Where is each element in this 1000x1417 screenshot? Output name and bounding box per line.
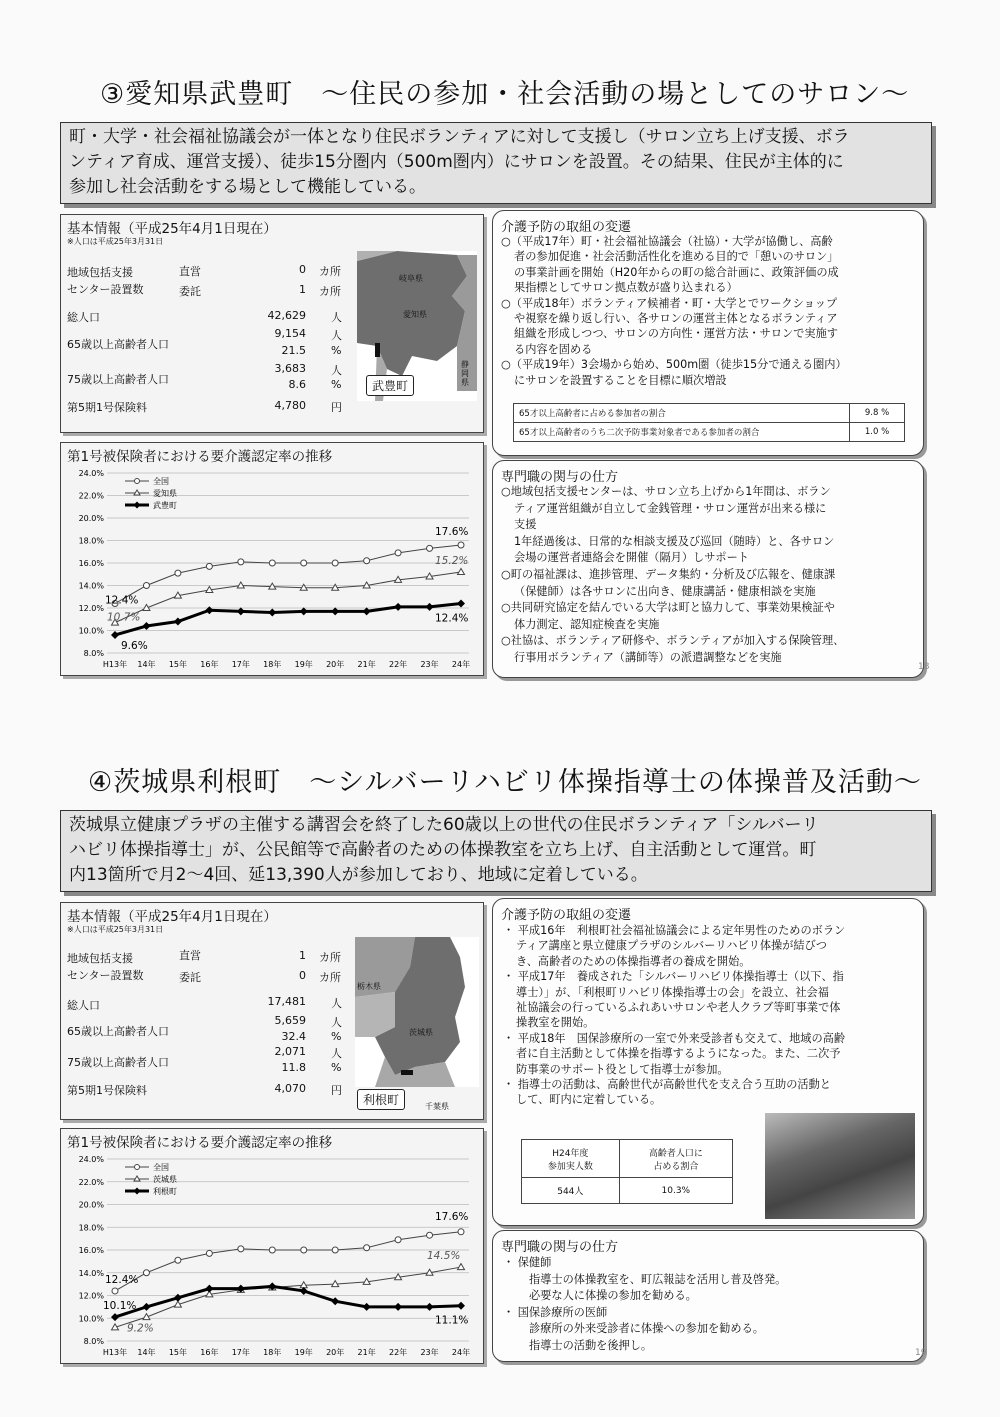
history-line: 組織を形成しつつ、サロンの方向性・運営方法・サロンで実施す	[514, 327, 838, 341]
town-label: 利根町	[357, 1089, 405, 1110]
town-marker	[375, 343, 380, 357]
ibaraki-map	[355, 937, 479, 1087]
table-row	[514, 423, 905, 442]
data-label: 9.6%	[121, 640, 148, 652]
page-number: 19	[915, 1348, 927, 1358]
y-tick-label: 20.0%	[78, 514, 104, 523]
aged75-percent: 11.8	[281, 1061, 306, 1074]
history-line: ○（平成19年）3会場から始め、500m圏（徒歩15分で通える圏内）	[501, 358, 847, 372]
data-point	[269, 560, 275, 566]
professional-line: 指導士の体操教室を、町広報誌を活用し普及啓発。	[529, 1272, 787, 1286]
care-rate-chart	[61, 465, 485, 677]
professional-line: ○社協は、ボランティア研修や、ボランティアが加入する保険管理、	[501, 634, 845, 648]
data-point	[111, 1313, 119, 1321]
aged65-value: 9,154	[274, 327, 306, 340]
aged75-value: 3,683	[274, 362, 306, 375]
legend-marker	[134, 502, 141, 509]
section2-summary-line: ハビリ体操指導士」が、公民館等で高齢者のための体操教室を立ち上げ、自主活動として運営。町	[69, 840, 817, 860]
data-label: 15.2%	[435, 555, 469, 567]
data-point	[142, 1303, 150, 1311]
consign-value: 0	[299, 969, 306, 982]
data-point	[394, 1303, 402, 1311]
population-unit: 人	[331, 997, 342, 1010]
history-line: ティア講座と県立健康プラザのシルバーリハビリ体操が結びつ	[516, 939, 827, 953]
y-tick-label: 16.0%	[78, 1246, 104, 1255]
y-tick-label: 18.0%	[78, 1223, 104, 1233]
table-row	[522, 1140, 733, 1178]
professional-line: ○共同研究協定を結んでいる大学は町と協力して、事業効果検証や	[501, 601, 835, 615]
aged75-unit: 人	[331, 364, 342, 377]
population-label: 総人口	[67, 311, 100, 324]
map-label-shizuoka: 岡	[461, 369, 469, 378]
data-point	[427, 1232, 433, 1238]
aged65-value: 5,659	[274, 1014, 306, 1027]
data-point	[237, 582, 244, 588]
data-point	[457, 1302, 465, 1310]
data-point	[205, 606, 213, 614]
y-tick-label: 24.0%	[78, 1155, 104, 1164]
x-tick-label: 20年	[326, 660, 345, 669]
premium-unit: 円	[331, 401, 342, 414]
population-value: 17,481	[267, 995, 306, 1008]
data-point	[237, 607, 245, 615]
section2-summary	[60, 810, 932, 892]
chart-title: 第1号被保険者における要介護認定率の推移	[67, 1135, 333, 1151]
section2-history	[492, 898, 924, 1226]
exercise-class-photo	[765, 1113, 915, 1219]
care-rate-chart	[61, 1151, 485, 1365]
x-tick-label: H13年	[102, 1348, 128, 1357]
section2-professional	[492, 1230, 927, 1362]
data-label: 17.6%	[435, 526, 469, 538]
section2-title: ④茨城県利根町 ～シルバーリハビリ体操指導士の体操普及活動～	[88, 767, 922, 798]
basic-info-note: ※人口は平成25年3月31日	[67, 237, 164, 246]
population-unit: 人	[331, 311, 342, 324]
direct-value: 0	[299, 263, 306, 276]
data-point	[458, 569, 465, 575]
history-text	[501, 234, 919, 388]
data-point	[142, 622, 150, 630]
y-tick-label: 14.0%	[78, 1268, 104, 1278]
data-point	[332, 1247, 338, 1253]
x-tick-label: 18年	[263, 660, 282, 669]
history-line: 者の参加促進・社会活動活性化を進める目的で「憩いのサロン」	[514, 250, 839, 264]
professional-line: ○地域包括支援センターは、サロン立ち上げから1年間は、ボラン	[501, 485, 831, 498]
town-marker	[401, 1070, 413, 1075]
direct-unit: カ所	[319, 265, 341, 278]
chart-title: 第1号被保険者における要介護認定率の推移	[67, 449, 333, 465]
data-point	[364, 558, 370, 564]
center-label: センター設置数	[67, 283, 144, 296]
table-header-text: 占める割合	[653, 1161, 699, 1172]
history-line: 果指標としてサロン拠点数が盛り込まれる）	[514, 281, 738, 295]
data-point	[301, 1247, 307, 1253]
history-line: ・ 平成18年 国保診療所の一室で外来受診者も交えて、地域の高齢	[503, 1031, 846, 1045]
participation-table	[513, 403, 905, 442]
data-point	[394, 603, 402, 611]
map-label-aichi: 愛知県	[403, 310, 427, 319]
table-cell: 9.8 %	[850, 404, 905, 423]
series-line-1	[115, 545, 461, 604]
data-label: 10.1%	[103, 1300, 137, 1313]
professional-title: 専門職の関与の仕方	[501, 1240, 619, 1255]
professional-line: 支援	[514, 518, 537, 532]
data-label: 9.2%	[127, 1322, 154, 1335]
data-point	[331, 607, 339, 615]
aged65-percent-unit: %	[331, 344, 342, 357]
table-cell: 10.3%	[619, 1178, 732, 1204]
history-title: 介護予防の取組の変遷	[501, 908, 632, 923]
y-tick-label: 24.0%	[78, 469, 104, 478]
data-point	[458, 542, 464, 548]
x-tick-label: 20年	[326, 1348, 345, 1357]
series-line-2	[115, 572, 461, 623]
consign-value: 1	[299, 283, 306, 296]
premium-value: 4,070	[274, 1082, 306, 1095]
series-line-1	[115, 1232, 461, 1291]
section1-summary-line: 参加し社会活動をする場として機能している。	[69, 177, 426, 197]
data-point	[143, 583, 149, 589]
professional-line: 必要な人に体操の参加を勧める。	[529, 1289, 697, 1302]
x-tick-label: 23年	[420, 1348, 439, 1357]
premium-unit: 円	[331, 1084, 342, 1097]
table-header-text: 高齢者人口に	[648, 1148, 703, 1159]
data-point	[300, 607, 308, 615]
series-line-3	[115, 1286, 461, 1317]
x-tick-label: 16年	[200, 1348, 219, 1357]
data-point	[331, 1297, 339, 1305]
history-line: 祉協議会の行っているふれあいサロンや老人クラブ等町事業で体	[516, 1001, 841, 1015]
data-point	[426, 603, 434, 611]
data-point	[363, 607, 371, 615]
x-tick-label: 14年	[137, 660, 156, 669]
professional-line: 診療所の外来受診者に体操への参加を勧める。	[529, 1322, 764, 1335]
x-tick-label: 17年	[231, 660, 250, 669]
data-label: 12.4%	[105, 1273, 139, 1286]
section1-summary-line: ンティア育成、運営支援）、徒歩15分圏内（500m圏内）にサロンを設置。その結果、住民が主体的に	[69, 152, 844, 172]
aged65-percent: 21.5	[281, 344, 306, 357]
data-point	[269, 1247, 275, 1253]
data-point	[301, 560, 307, 566]
x-tick-label: 19年	[294, 660, 313, 669]
y-tick-label: 22.0%	[78, 491, 104, 501]
aged75-percent-unit: %	[331, 378, 342, 391]
aged75-unit: 人	[331, 1047, 342, 1060]
table-header-text: H24年度	[552, 1148, 589, 1159]
legend-marker	[135, 479, 140, 484]
x-tick-label: 22年	[388, 660, 408, 669]
data-point	[268, 609, 276, 617]
data-point	[175, 1257, 181, 1263]
x-tick-label: 19年	[294, 1348, 313, 1357]
x-tick-label: H13年	[102, 660, 128, 669]
history-line: の事業計画を開始（H20年からの町の総合計画に、政策評価の成	[514, 265, 839, 279]
professional-line: 指導士の活動を後押し。	[529, 1338, 653, 1352]
direct-label: 直営	[179, 265, 201, 278]
x-tick-label: 15年	[168, 1348, 188, 1357]
legend-label: 武豊町	[153, 501, 177, 510]
aged65-percent-unit: %	[331, 1030, 342, 1043]
data-point	[238, 559, 244, 565]
x-tick-label: 17年	[231, 1348, 250, 1357]
data-point	[143, 1270, 149, 1276]
legend-label: 全国	[153, 477, 169, 486]
data-label: 12.4%	[105, 594, 139, 607]
aged65-percent: 32.4	[281, 1030, 306, 1043]
data-point	[205, 1285, 213, 1293]
aged75-value: 2,071	[274, 1045, 306, 1058]
data-label: 11.1%	[435, 1314, 469, 1327]
data-point	[112, 1288, 118, 1294]
data-label: 10.7%	[107, 611, 141, 624]
consign-label: 委託	[179, 285, 201, 298]
section1-chart-panel	[60, 442, 484, 676]
consign-label: 委託	[179, 971, 201, 984]
professional-line: ティア運営組織が自立して金銭管理・サロン運営が出来る様に	[514, 501, 827, 515]
x-tick-label: 21年	[357, 660, 376, 669]
aged65-unit: 人	[331, 1016, 342, 1029]
population-label: 総人口	[67, 999, 100, 1012]
population-value: 42,629	[267, 309, 306, 322]
data-point	[175, 570, 181, 576]
professional-text	[501, 484, 919, 667]
legend-marker	[134, 1188, 141, 1195]
history-text	[503, 923, 919, 1108]
professional-line: 体力測定、認知症検査を実施	[514, 617, 660, 631]
data-point	[174, 618, 182, 626]
professional-text	[503, 1255, 919, 1354]
y-tick-label: 20.0%	[78, 1200, 104, 1210]
legend-label: 全国	[153, 1163, 169, 1172]
x-tick-label: 16年	[200, 660, 219, 669]
history-line: や視察を繰り返し行い、各サロンの運営主体となるボランティア	[514, 312, 838, 326]
data-point	[363, 1303, 371, 1311]
table-row	[522, 1178, 733, 1204]
history-line: ・ 指導士の活動は、高齢世代が高齢世代を支え合う互助の活動と	[503, 1078, 831, 1092]
map-label-chiba: 千葉県	[425, 1102, 449, 1111]
legend-marker	[135, 1165, 140, 1170]
data-label: 12.4%	[435, 612, 469, 625]
section2-summary-line: 茨城県立健康プラザの主催する講習会を終了した60歳以上の世代の住民ボランティア「シルバーリ	[69, 815, 819, 835]
table-cell: 65才以上高齢者に占める参加者の割合	[514, 404, 850, 423]
aged75-percent: 8.6	[288, 378, 306, 391]
town-label: 武豊町	[366, 375, 414, 396]
history-line: 操教室を開始。	[516, 1016, 595, 1030]
table-cell: 65才以上高齢者のうち二次予防事業対象者である参加者の割合	[514, 423, 850, 442]
table-header-cell	[619, 1140, 732, 1178]
data-point	[458, 1229, 464, 1235]
professional-line: ・ 保健師	[503, 1256, 552, 1269]
map-label-shizuoka: 県	[461, 378, 469, 387]
data-label: 17.6%	[435, 1210, 469, 1223]
history-line: き、高齢者のための体操指導者の養成を開始。	[516, 954, 751, 968]
data-point	[238, 1246, 244, 1252]
page-number: 18	[918, 662, 930, 672]
map-label-gifu: 岐阜県	[399, 274, 423, 283]
y-tick-label: 14.0%	[78, 581, 104, 591]
direct-unit: カ所	[319, 951, 341, 964]
premium-label: 第5期1号保険料	[67, 1084, 147, 1097]
basic-info-heading: 基本情報（平成25年4月1日現在）	[67, 909, 277, 925]
participation-table	[521, 1139, 733, 1204]
consign-unit: カ所	[319, 285, 341, 298]
history-line: 導士）」が、「利根町リハビリ体操指導士の会」を設立、社会福	[516, 985, 829, 999]
history-line: ○（平成18年）ボランティア候補者・町・大学とでワークショップ	[501, 296, 838, 310]
y-tick-label: 8.0%	[83, 1337, 104, 1346]
table-row	[514, 404, 905, 423]
section1-professional	[492, 460, 924, 678]
y-tick-label: 12.0%	[78, 604, 104, 613]
history-line: 者に自主活動として体操を指導するようになった。また、二次予	[516, 1047, 841, 1061]
history-line: る内容を固める	[514, 342, 593, 356]
y-tick-label: 22.0%	[78, 1177, 104, 1187]
data-point	[395, 1237, 401, 1243]
x-tick-label: 14年	[137, 1348, 156, 1357]
data-point	[457, 600, 465, 608]
data-point	[111, 631, 119, 639]
data-point	[332, 560, 338, 566]
direct-label: 直営	[179, 949, 201, 962]
aged75-percent-unit: %	[331, 1061, 342, 1074]
map-label-ibaraki: 茨城県	[409, 1028, 433, 1037]
map-label-tochigi: 栃木県	[357, 982, 381, 991]
y-tick-label: 10.0%	[78, 1314, 104, 1324]
history-line: ・ 平成16年 利根町社会福祉協議会による定年男性のためのボラン	[503, 924, 846, 937]
x-tick-label: 18年	[263, 1348, 282, 1357]
history-line: ○（平成17年）町・社会福祉協議会（社協）・大学が協働し、高齢	[501, 235, 833, 248]
legend-label: 利根町	[153, 1187, 177, 1196]
data-point	[206, 1250, 212, 1256]
premium-label: 第5期1号保険料	[67, 401, 147, 414]
consign-unit: カ所	[319, 971, 341, 984]
center-label: 地域包括支援	[67, 952, 133, 965]
table-cell: 1.0 %	[850, 423, 905, 442]
section2-chart-panel	[60, 1128, 484, 1364]
history-line: にサロンを設置することを目標に順次増設	[514, 373, 727, 387]
x-tick-label: 24年	[451, 660, 471, 669]
y-tick-label: 12.0%	[78, 1291, 104, 1301]
x-tick-label: 21年	[357, 1348, 376, 1357]
section2-summary-line: 内13箇所で月2～4回、延13,390人が参加しており、地域に定着している。	[69, 865, 648, 885]
aged75-label: 75歳以上高齢者人口	[67, 373, 169, 386]
data-point	[426, 1303, 434, 1311]
data-point	[174, 1294, 182, 1302]
section1-summary-line: 町・大学・社会福祉協議会が一体となり住民ボランティアに対して支援し（サロン立ち上げ支援、ボラ	[69, 127, 850, 147]
data-label: 14.5%	[427, 1250, 461, 1263]
section1-history	[492, 210, 924, 456]
data-point	[364, 1245, 370, 1251]
aged65-label: 65歳以上高齢者人口	[67, 1025, 169, 1038]
table-cell: 544人	[522, 1178, 620, 1204]
professional-line: ○町の福祉課は、進捗管理、データ集約・分析及び広報を、健康課	[501, 567, 836, 581]
history-line: して、町内に定着している。	[516, 1093, 662, 1107]
y-tick-label: 16.0%	[78, 559, 104, 568]
data-point	[427, 545, 433, 551]
professional-line: 会場の運営者連絡会を開催（隔月）しサポート	[514, 551, 749, 565]
aged75-label: 75歳以上高齢者人口	[67, 1056, 169, 1069]
data-point	[395, 550, 401, 556]
data-point	[458, 1264, 465, 1270]
aged65-unit: 人	[331, 329, 342, 342]
center-label: 地域包括支援	[67, 266, 133, 279]
x-tick-label: 23年	[420, 660, 439, 669]
professional-line: ・ 国保診療所の医師	[503, 1305, 608, 1319]
basic-info-heading: 基本情報（平成25年4月1日現在）	[67, 221, 277, 237]
x-tick-label: 15年	[168, 660, 188, 669]
section2-basic-info	[60, 902, 484, 1120]
history-title: 介護予防の取組の変遷	[501, 220, 632, 235]
table-header-cell	[522, 1140, 620, 1178]
table-header-text: 参加実人数	[547, 1161, 593, 1172]
section1-summary	[60, 122, 932, 204]
x-tick-label: 22年	[388, 1348, 408, 1357]
legend-label: 愛知県	[153, 489, 177, 498]
y-tick-label: 10.0%	[78, 626, 104, 636]
direct-value: 1	[299, 949, 306, 962]
y-tick-label: 18.0%	[78, 536, 104, 546]
history-line: 防事業のサポート役として指導士が参加。	[516, 1062, 729, 1076]
map-label-shizuoka: 静	[461, 360, 469, 369]
section1-basic-info	[60, 214, 484, 433]
aged65-label: 65歳以上高齢者人口	[67, 338, 169, 351]
premium-value: 4,780	[274, 399, 306, 412]
legend-label: 茨城県	[153, 1175, 177, 1184]
history-line: ・ 平成17年 養成された「シルバーリハビリ体操指導士（以下、指	[503, 970, 844, 984]
basic-info-note: ※人口は平成25年3月31日	[67, 925, 164, 934]
x-tick-label: 24年	[451, 1348, 471, 1357]
professional-line: 1年経過後は、日常的な相談支援及び巡回（随時）と、各サロン	[514, 534, 835, 548]
center-label: センター設置数	[67, 969, 144, 982]
data-point	[206, 563, 212, 569]
professional-title: 専門職の関与の仕方	[501, 470, 619, 485]
professional-line: 行事用ボランティア（講師等）の派遣調整などを実施	[514, 650, 782, 664]
section1-title: ③愛知県武豊町 ～住民の参加・社会活動の場としてのサロン～	[100, 79, 910, 110]
professional-line: （保健師）は各サロンに出向き、健康講話・健康相談を実施	[514, 584, 816, 598]
y-tick-label: 8.0%	[83, 649, 104, 658]
